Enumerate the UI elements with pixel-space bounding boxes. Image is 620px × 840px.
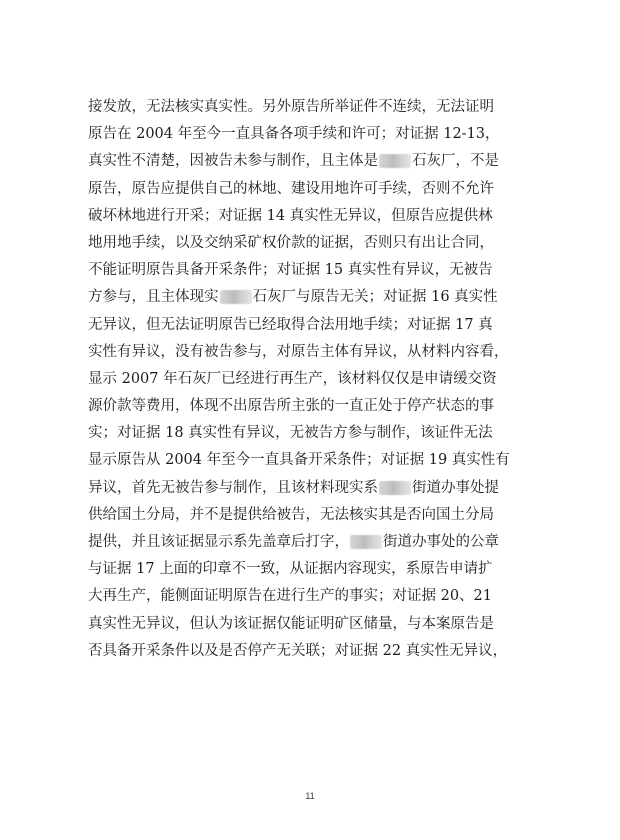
text-segment: 无异议，但无法证明原告已经取得合法用地手续；对证据 17 真	[88, 316, 493, 333]
text-line	[88, 148, 558, 175]
text-line	[88, 420, 558, 447]
text-line	[88, 121, 558, 148]
text-line	[88, 312, 558, 339]
text-segment: 真实性不清楚，因被告未参与制作，且主体是	[88, 153, 378, 170]
redaction-mark	[379, 154, 411, 168]
text-line	[88, 583, 558, 610]
text-segment: 原告，原告应提供自己的林地、建设用地许可手续，否则不允许	[88, 180, 494, 197]
text-line	[88, 366, 558, 393]
text-line	[88, 447, 558, 474]
text-line	[88, 176, 558, 203]
text-line	[88, 339, 558, 366]
text-line	[88, 94, 558, 121]
text-line	[88, 638, 558, 665]
body-text	[88, 94, 558, 665]
text-segment: 否具备开采条件以及是否停产无关联；对证据 22 真实性无异议，	[88, 642, 508, 659]
text-line	[88, 502, 558, 529]
text-segment: 石灰厂与原告无关；对证据 16 真实性	[252, 289, 498, 306]
redaction-mark	[220, 290, 252, 304]
text-segment: 破坏林地进行开采；对证据 14 真实性无异议，但原告应提供林	[88, 207, 493, 224]
text-segment: 原告在 2004 年至今一直具备各项手续和许可；对证据 12-13，	[88, 126, 500, 143]
text-segment: 异议，首先无被告参与制作，且该材料现实系	[88, 479, 378, 496]
text-segment: 提供，并且该证据显示系先盖章后打字，	[88, 534, 349, 550]
page-number: 11	[305, 791, 315, 801]
text-line	[88, 203, 558, 230]
text-segment: 实；对证据 18 真实性有异议，无被告方参与制作，该证件无法	[88, 425, 493, 442]
text-segment: 实性有异议，没有被告参与，对原告主体有异议，从材料内容看，	[88, 343, 509, 360]
text-line	[88, 529, 558, 556]
text-segment: 接发放，无法核实真实性。另外原告所举证件不连续，无法证明	[88, 99, 494, 115]
text-line	[88, 257, 558, 284]
text-line	[88, 611, 558, 638]
text-line	[88, 284, 558, 311]
text-segment: 显示原告从 2004 年至今一直具备开采条件；对证据 19 真实性有	[88, 452, 510, 469]
text-segment: 大再生产，能侧面证明原告在进行生产的事实；对证据 20、21	[88, 588, 493, 605]
text-line	[88, 230, 558, 257]
text-segment: 街道办事处提	[412, 479, 499, 496]
text-segment: 地用地手续，以及交纳采矿权价款的证据，否则只有出让合同，	[88, 234, 494, 251]
text-line	[88, 475, 558, 502]
text-segment: 显示 2007 年石灰厂已经进行再生产，该材料仅仅是申请缓交资	[88, 370, 497, 387]
text-segment: 街道办事处的公章	[383, 534, 499, 550]
redaction-mark	[379, 481, 411, 495]
text-segment: 与证据 17 上面的印章不一致，从证据内容现实，系原告申请扩	[88, 561, 493, 578]
text-line	[88, 393, 558, 420]
text-segment: 供给国土分局，并不是提供给被告，无法核实其是否向国土分局	[88, 506, 494, 523]
text-line	[88, 556, 558, 583]
text-segment: 方参与，且主体现实	[88, 289, 219, 306]
text-segment: 真实性无异议，但认为该证据仅能证明矿区储量，与本案原告是	[88, 615, 494, 632]
text-segment: 源价款等费用，体现不出原告所主张的一直正处于停产状态的事	[88, 398, 494, 415]
text-segment: 石灰厂，不是	[412, 153, 499, 170]
redaction-mark	[350, 535, 382, 549]
text-segment: 不能证明原告具备开采条件；对证据 15 真实性有异议，无被告	[88, 262, 493, 279]
